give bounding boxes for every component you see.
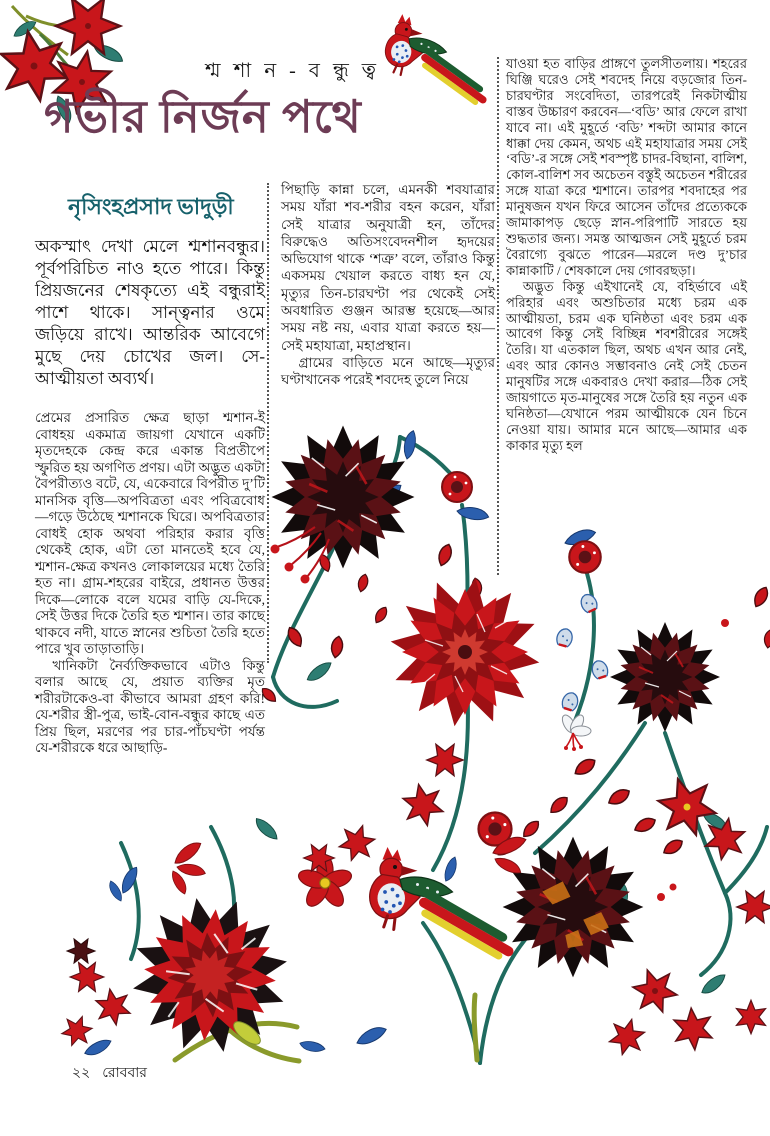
column-middle [281,181,495,389]
red-dahlia-icon [380,567,549,736]
page-footer [72,1061,147,1085]
column-right [506,56,747,454]
body-paragraph: অদ্ভুত কিন্তু এইখানেই যে, বহির্ভাবে এই পরিহার এবং অশুচিতার মধ্যে চরম এক আত্মীয়তা, চরম এক ঘনিষ্ঠতা এবং চরম এক আবেগ কিন্তু সেই বিচ্ছিন্ন শবশরীরের সঙ্গেই তৈরি। যা এতকাল ছিল, অথচ এখন আর নেই, এবং আর কোনও সম্ভাবনাও নেই সেই চেতন মানুষটির সঙ্গে একবারও দেখা করার—ঠিক সেই জায়গাতে মৃত-মানুষের সঙ্গে তৈরি হয় নতুন এক ঘনিষ্ঠতা—যেখানে পরম আত্মীয়কে যেন চিনে নেওয়া যায়। আমার মনে আছে—আমার এক কাকার মৃত্যু হল [506,278,747,453]
body-paragraph: যাওয়া হত বাড়ির প্রাঙ্গণে তুলসীতলায়। শহরের ঘিঞ্জি ঘরেও সেই শবদেহ নিয়ে বড়জোর তিন-চারঘণ্টার সংবেদিতা, তারপরেই নিকটাত্মীয় বাস্তব উচ্চারণ করবেন—‘বডি’ আর ফেলে রাখা যাবে না। এই মুহূর্তে ‘বডি’ শব্দটা আমার কানে ধাক্কা দেয় কেমন, অথচ এই মহাযাত্রার সময় সেই ‘বডি’-র সঙ্গে সেই শবস্পৃষ্ট চাদর-বিছানা, বালিশ, কোল-বালিশ সব অচেতন বস্তুই অচেতন শরীরের সঙ্গে যাত্রা করে শ্মশানে। তারপর শবদাহের পর মানুষজন যখন ফিরে আসেন তাঁদের প্রত্যেককে জামাকাপড় ছেড়ে স্নান-পরিপাটি সারতে হয় শুদ্ধতার জন্য। সমস্ত আত্মজন সেই মুহূর্তে চরম বৈরাগ্যে বুঝতে পারেন—মরলে দণ্ড দু’চার কান্নাকাটি / শেষকালে দেয় গোবরছড়া। [506,56,747,278]
section-kicker: শ্ম শা ন - ব ন্ধু ত্ব [205,60,380,82]
body-paragraph: খানিকটা নৈর্ব্যক্তিকভাবে এটাও কিন্তু বলার আছে যে, প্রয়াত ব্যক্তির মৃত শরীরটাকেও-বা কীভাবে আমরা গ্রহণ করি! যে-শরীর স্ত্রী-পুত্র, ভাই-বোন-বন্ধুর কাছে এত প্রিয় ছিল, মরণের পর চার-পাঁচঘণ্টা পর্যন্ত যে-শরীরকে ধরে আছাড়ি- [35,657,265,755]
body-paragraph: প্রেমের প্রসারিত ক্ষেত্র ছাড়া শ্মশান-ই বোধহয় একমাত্র জায়গা যেখানে একটি মৃতদেহকে কেন্দ্র করে একান্ত বিপ্রতীপে স্ফুরিত হয় অগণিত প্রণয়। এটা অদ্ভুত একটা বৈপরীত্যও বটে, যে, একেবারে বিপরীত দু’টি মানসিক বৃত্তি—অপবিত্রতা এবং পবিত্রবোধ—গড়ে উঠেছে শ্মশানকে ঘিরে। অপবিত্রতার বোধই হোক অথবা পরিহার করার বৃত্তি থেকেই হোক, এটা তো মানতেই হবে যে, শ্মশান-ক্ষেত্র কখনও লোকালয়ের মধ্যে তৈরি হত না। গ্রাম-শহরের বাইরে, প্রধানত উত্তর দিকে—লোকে বলে যমের বাড়ি যে-দিকে, সেই উত্তর দিকে তৈরি হত শ্মশান। তার কাছে থাকবে নদী, যাতে স্নানের শুচিতা তৈরি হতে পারে খুব তাড়াতাড়ি। [35,410,265,656]
lede-paragraph: অকস্মাৎ দেখা মেলে শ্মশানবন্ধুর। পূর্বপরিচিত নাও হতে পারে। কিন্তু প্রিয়জনের শেষকৃত্যে এই বন্ধুরাই পাশে থাকে। সান্ত্বনার ওমে জড়িয়ে রাখে। আন্তরিক আবেগে মুছে দেয় চোখের জল। সে-আত্মীয়তা অব্যর্থ। [35,237,265,388]
bird-icon [370,847,520,965]
dark-carnation-icon [501,835,645,979]
body-paragraph: পিছাড়ি কান্না চলে, এমনকী শবযাত্রার সময় যাঁরা শব-শরীর বহন করেন, যাঁরা সেই যাত্রার অনুযাত্রী হন, তাঁদের বিরুদ্ধেও অতিসংবেদনশীল হৃদয়ের অভিযোগ থাকে ‘শত্রু’ বলে, তাঁরাও কিন্তু একসময় খেয়াল করতে বাধ্য হন যে, মৃত্যুর তিন-চারঘণ্টা পর থেকেই সেই অবধারিত গুঞ্জন আরম্ভ হয়েছে—আর সময় নষ্ট নয়, এবার যাত্রা করতে হয়—সেই মহাযাত্রা, মহাপ্রস্থান। [281,182,495,353]
white-blossom-icon [560,713,591,751]
floral-chintz-illustration [25,415,770,1065]
page-number: ২২ [72,1066,91,1081]
body-paragraph: গ্রামের বাড়িতে মনে আছে—মৃত্যুর ঘণ্টাখানেক পরেই শবদেহ তুলে নিয়ে [281,354,495,388]
author-name: নৃসিংহপ্রসাদ ভাদুড়ী [68,194,234,219]
bird-icon [380,14,515,112]
magazine-name: রোববার [102,1066,148,1081]
article-title: গভীর নির্জন পথে [44,92,362,142]
